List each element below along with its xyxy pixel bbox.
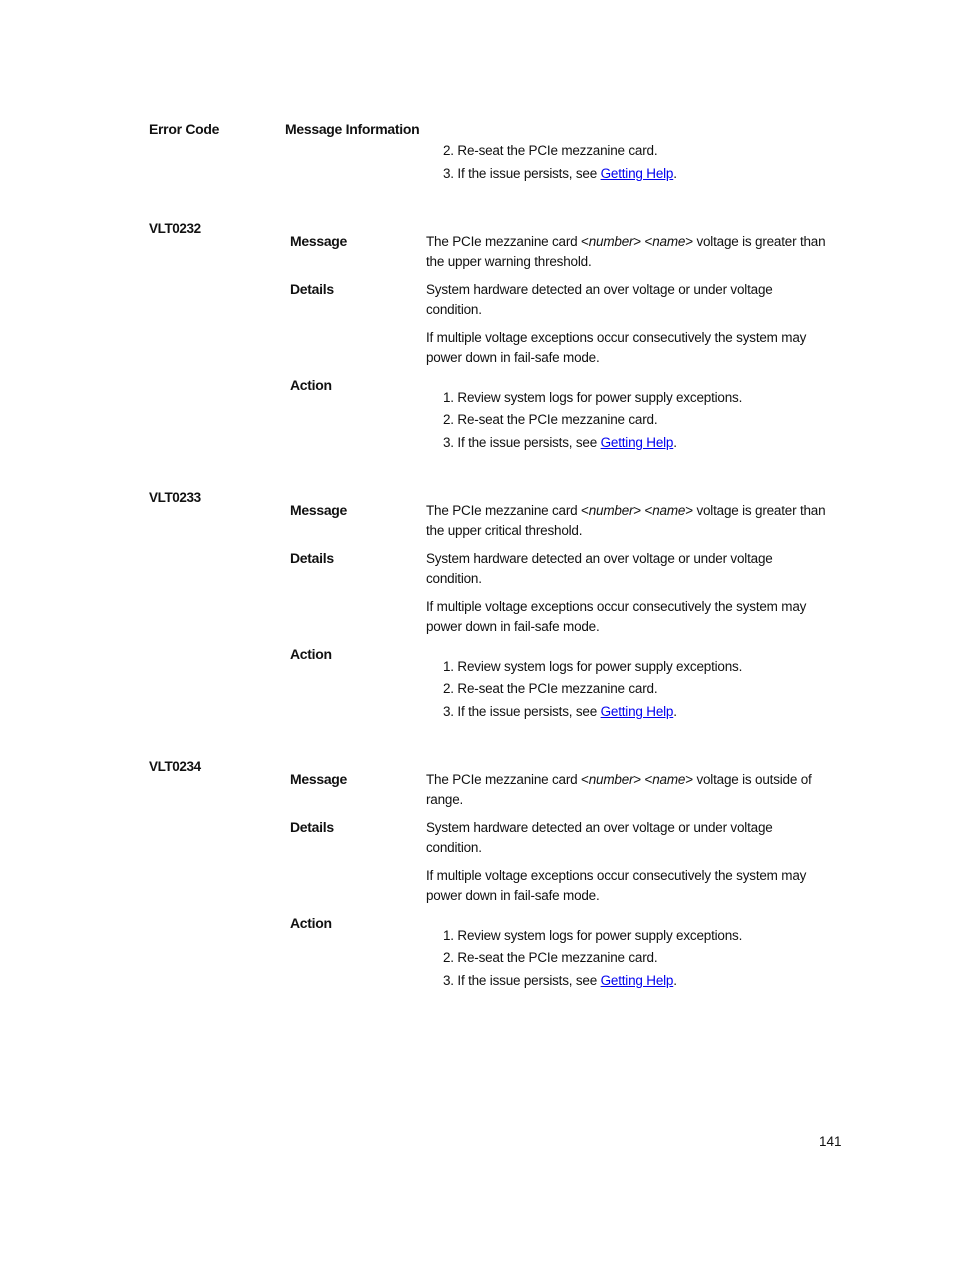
list-item: 3. If the issue persists, see Getting Help.: [443, 435, 677, 450]
action-label: Action: [290, 915, 332, 931]
message-label: Message: [290, 771, 348, 787]
list-item: 2. Re-seat the PCIe mezzanine card.: [443, 412, 658, 427]
error-code: VLT0232: [149, 221, 201, 236]
list-item: 3. If the issue persists, see Getting Help.: [443, 704, 677, 719]
message-text: The PCIe mezzanine card <number> <name> voltage is greater than the upper warning threshold.: [426, 234, 826, 269]
action-label: Action: [290, 646, 332, 662]
details-text: If multiple voltage exceptions occur consecutively the system may power down in fail-safe mode.: [426, 599, 807, 634]
list-item: 2. Re-seat the PCIe mezzanine card.: [443, 950, 658, 965]
error-code: VLT0234: [149, 759, 201, 774]
list-item: 3. If the issue persists, see Getting Help.: [443, 166, 677, 181]
details-text: System hardware detected an over voltage or under voltage condition.: [426, 820, 773, 855]
message-text: The PCIe mezzanine card <number> <name> voltage is outside of range.: [426, 772, 812, 807]
column-header-error-code: Error Code: [149, 121, 220, 137]
error-code: VLT0233: [149, 490, 201, 505]
getting-help-link[interactable]: Getting Help: [600, 973, 674, 988]
details-label: Details: [290, 819, 334, 835]
list-item: 1. Review system logs for power supply exceptions.: [443, 659, 743, 674]
list-item: 2. Re-seat the PCIe mezzanine card.: [443, 143, 658, 158]
message-label: Message: [290, 233, 348, 249]
getting-help-link[interactable]: Getting Help: [600, 166, 674, 181]
message-text: The PCIe mezzanine card <number> <name> voltage is greater than the upper critical threshold.: [426, 503, 826, 538]
details-label: Details: [290, 281, 334, 297]
column-header-message-information: Message Information: [285, 121, 420, 137]
page-number: 141: [819, 1134, 842, 1149]
list-item: 3. If the issue persists, see Getting Help.: [443, 973, 677, 988]
message-label: Message: [290, 502, 348, 518]
details-label: Details: [290, 550, 334, 566]
list-item: 2. Re-seat the PCIe mezzanine card.: [443, 681, 658, 696]
details-text: If multiple voltage exceptions occur consecutively the system may power down in fail-safe mode.: [426, 868, 807, 903]
details-text: System hardware detected an over voltage or under voltage condition.: [426, 282, 773, 317]
details-text: If multiple voltage exceptions occur consecutively the system may power down in fail-safe mode.: [426, 330, 807, 365]
list-item: 1. Review system logs for power supply exceptions.: [443, 390, 743, 405]
getting-help-link[interactable]: Getting Help: [600, 435, 674, 450]
list-item: 1. Review system logs for power supply exceptions.: [443, 928, 743, 943]
details-text: System hardware detected an over voltage or under voltage condition.: [426, 551, 773, 586]
getting-help-link[interactable]: Getting Help: [600, 704, 674, 719]
action-label: Action: [290, 377, 332, 393]
